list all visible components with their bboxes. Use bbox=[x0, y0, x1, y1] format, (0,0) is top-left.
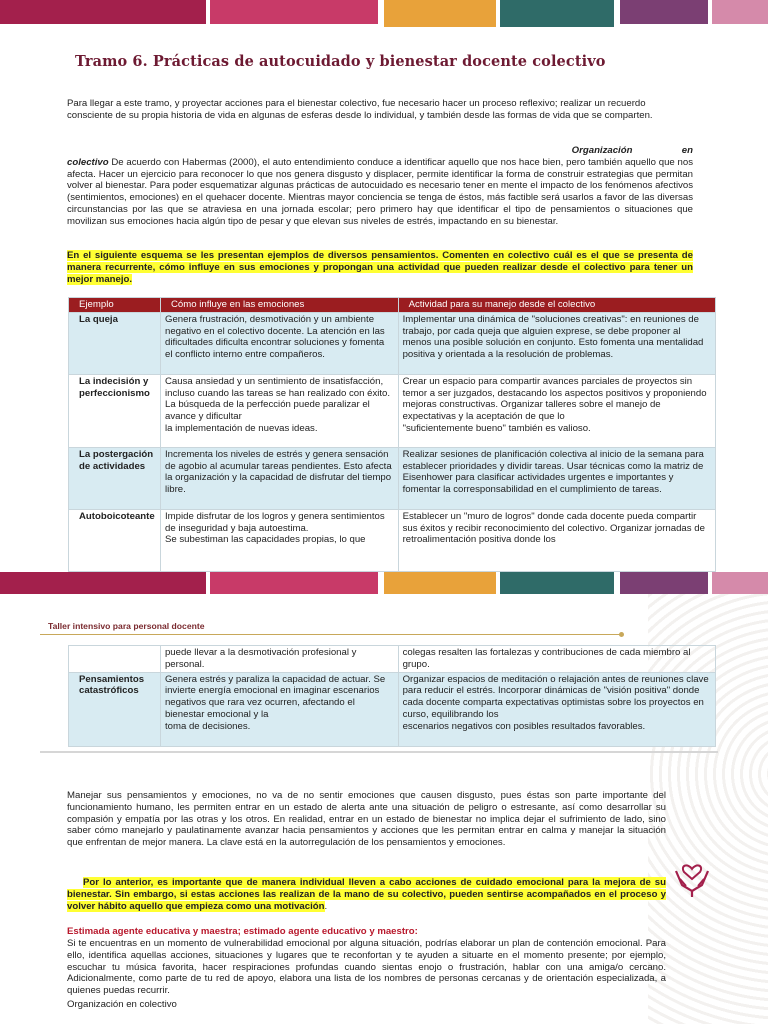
table-cell: Autoboicoteante bbox=[69, 509, 161, 571]
highlighted-text: Por lo anterior, es importante que de manera individual lleven a cabo acciones de cuidado emocional para la mejora de su bienestar. Sin embargo, si estas acciones las realizan de la mano de su colectivo, pueden sentirse acompañados en el proceso y volver hábito aquello que empieza como una motivación bbox=[67, 877, 666, 912]
header-rule-dot bbox=[619, 632, 624, 637]
band-segment bbox=[500, 0, 614, 24]
table-cell: La postergación de actividades bbox=[69, 447, 161, 509]
table-cell: Incrementa los niveles de estrés y genera sensación de agobio al acumular tareas pendientes. Esto afecta la organización y la capacidad de disfrutar del tiempo libre. bbox=[160, 447, 398, 509]
highlight-paragraph bbox=[67, 877, 666, 912]
instruction-paragraph bbox=[67, 250, 693, 285]
table-header-row bbox=[69, 298, 716, 313]
section-title: Tramo 6. Prácticas de autocuidado y bienestar docente colectivo bbox=[75, 53, 606, 70]
table-cell: Organizar espacios de meditación o relajación antes de reuniones clave para reducir el estrés. Incorporar dinámicas de "visión positiva" donde cada docente comparta expectativas optimistas sobre los proyectos en curso, equilibrando los escenarios negativos con posibles resultados favorables. bbox=[398, 672, 715, 746]
org-label-word: colectivo bbox=[67, 156, 109, 168]
table-cell: Pensamientos catastróficos bbox=[69, 672, 161, 746]
band-segment bbox=[0, 572, 206, 594]
intro-paragraph: Para llegar a este tramo, y proyectar acciones para el bienestar colectivo, fue necesario hacer un proceso reflexivo; realizar un recuerdo consciente de su propia historia de vida en algunas de esferas desde lo individual, y también desde las formas de vida que se comparten. bbox=[67, 98, 653, 121]
top-color-band bbox=[0, 0, 768, 24]
red-heading: Estimada agente educativa y maestra; estimado agente educativo y maestro: bbox=[67, 926, 418, 937]
table-cell: Genera estrés y paraliza la capacidad de actuar. Se invierte energía emocional en imaginar escenarios negativos que rara vez ocurren, afectando el bienestar emocional y la toma de decisiones. bbox=[160, 672, 398, 746]
table-cell: Causa ansiedad y un sentimiento de insatisfacción, incluso cuando las tareas se han realizado con éxito. La búsqueda de la perfección puede paralizar el avance y dificultar la implementación de nuevas ideas. bbox=[160, 374, 398, 447]
table-row bbox=[69, 509, 716, 571]
org-label-word: Organización bbox=[571, 145, 633, 156]
hands-heart-icon bbox=[672, 855, 724, 899]
table-row bbox=[69, 672, 716, 746]
table-row bbox=[69, 447, 716, 509]
table-header: Actividad para su manejo desde el colectivo bbox=[398, 298, 715, 313]
table-cell: Impide disfrutar de los logros y genera sentimientos de inseguridad y baja autoestima. Se subestiman las capacidades propias, lo que bbox=[160, 509, 398, 571]
table-header: Ejemplo bbox=[69, 298, 161, 313]
band-segment bbox=[500, 572, 614, 594]
section-divider bbox=[40, 751, 718, 753]
table-row bbox=[69, 374, 716, 447]
band-segment bbox=[620, 572, 708, 594]
emotions-table-continued bbox=[68, 645, 716, 747]
highlight-end: . bbox=[324, 900, 328, 912]
table-cell: colegas resalten las fortalezas y contribuciones de cada miembro al grupo. bbox=[398, 646, 715, 673]
paragraph-body: De acuerdo con Habermas (2000), el auto entendimiento conduce a identificar aquello que nos hace bien, pero también aquello que nos afecta. Hacer un ejercicio para reconocer lo que nos genera disgusto y displacer, permite identificar la forma de construir estrategias que permitan volver al bienestar. Para poder esquematizar algunas prácticas de autocuidado es necesario tener en mente el impacto de los fenómenos afectivos (sentimientos, emociones) en el quehacer docente. Mientras mayor conciencia se tenga de éstos, más factible será usarlos a favor de las diversas circunstancias por las que se atraviesa en una jornada escolar; pero primero hay que identificar el tipo de pensamientos o situaciones que movilizan sus emociones hacia algún tipo de pesar y que elevan sus niveles de estrés, impactando en su bienestar. bbox=[67, 156, 693, 227]
band-segment bbox=[712, 0, 768, 24]
table-cell: La queja bbox=[69, 312, 161, 374]
band-underline bbox=[384, 24, 496, 27]
table-cell: puede llevar a la desmotivación profesional y personal. bbox=[160, 646, 398, 673]
table-cell bbox=[69, 646, 161, 673]
table-cell: Realizar sesiones de planificación colectiva al inicio de la semana para establecer prioridades y dividir tareas. Usar técnicas como la matriz de Eisenhower para clasificar actividades urgentes e importantes y fomentar la corresponsabilidad en el cumplimiento de tareas. bbox=[398, 447, 715, 509]
table-cell: Implementar una dinámica de "soluciones creativas": en reuniones de trabajo, por cada queja que alguien exprese, se debe proponer al menos una posible solución en conjunto. Esto fomenta una mentalidad positiva y orientada a la resolución de problemas. bbox=[398, 312, 715, 374]
table-row bbox=[69, 312, 716, 374]
band-segment bbox=[384, 0, 496, 24]
band-underline bbox=[500, 24, 614, 27]
table-cell: Genera frustración, desmotivación y un ambiente negativo en el colectivo docente. La atención en las dificultades dificulta encontrar soluciones y fomenta el conflicto interno entre compañeros. bbox=[160, 312, 398, 374]
table-header: Cómo influye en las emociones bbox=[160, 298, 398, 313]
table-cell: Establecer un "muro de logros" donde cada docente pueda compartir sus éxitos y recibir reconocimiento del colectivo. Organizar jornadas de retroalimentación positiva donde los bbox=[398, 509, 715, 571]
org-label-word: en bbox=[681, 145, 693, 156]
band-segment bbox=[384, 572, 496, 594]
band-segment bbox=[712, 572, 768, 594]
band-segment bbox=[0, 0, 206, 24]
emotions-table bbox=[68, 297, 716, 572]
org-label-line bbox=[67, 145, 693, 157]
table-cell: Crear un espacio para compartir avances parciales de proyectos sin temor a ser juzgados, destacando los aspectos positivos y proponiendo mejoras constructivas. Organizar talleres sobre el manejo de expectativas y la aceptación de que lo "suficientemente bueno" también es valioso. bbox=[398, 374, 715, 447]
contention-paragraph: Si te encuentras en un momento de vulnerabilidad emocional por alguna situación, podrías elaborar un plan de contención emocional. Para ello, identifica aquellas acciones, situaciones y lugares que te reconfortan y te ayuden a situarte en el momento presente; por ejemplo, escuchar tu música favorita, hacer respiraciones profundas cuando sientas enojo o frustración, hablar con una amiga/o cercano. Adicionalmente, como parte de tu red de apoyo, elabora una lista de los nombres de personas cercanas y de orientación especializada, a quienes puedas recurrir. bbox=[67, 938, 666, 997]
habermas-paragraph bbox=[67, 145, 693, 228]
header-rule bbox=[40, 634, 622, 635]
footer-text: Organización en colectivo bbox=[67, 999, 177, 1010]
band-segment bbox=[210, 572, 378, 594]
body-paragraph: Manejar sus pensamientos y emociones, no va de no sentir emociones que causen disgusto, pues éstas son parte importante del funcionamiento humano, les permiten entrar en un estado de alerta ante una situación de peligro o estresante, así como desarrollar su compasión y empatía por las otras y los otros. En realidad, entrar en un estado de bienestar no implica dejar el sufrimiento de lado, sino saber cómo manejarlo y paulatinamente avanzar hacia pensamientos y acciones que les permitan entrar en calma y manejar la situación que enfrentan de mejor manera. La clave está en la autorregulación de los pensamientos y emociones. bbox=[67, 790, 666, 849]
band-segment bbox=[210, 0, 378, 24]
page-break-band bbox=[0, 572, 768, 594]
table-row bbox=[69, 646, 716, 673]
table-cell: La indecisión y perfeccionismo bbox=[69, 374, 161, 447]
band-segment bbox=[620, 0, 708, 24]
highlighted-instruction: En el siguiente esquema se les presentan ejemplos de diversos pensamientos. Comenten en colectivo cuál es el que se presenta de manera recurrente, cómo influye en sus emociones y propongan una actividad que pueden realizar desde el colectivo para tener un mejor manejo. bbox=[67, 250, 693, 285]
running-header: Taller intensivo para personal docente bbox=[48, 621, 205, 631]
